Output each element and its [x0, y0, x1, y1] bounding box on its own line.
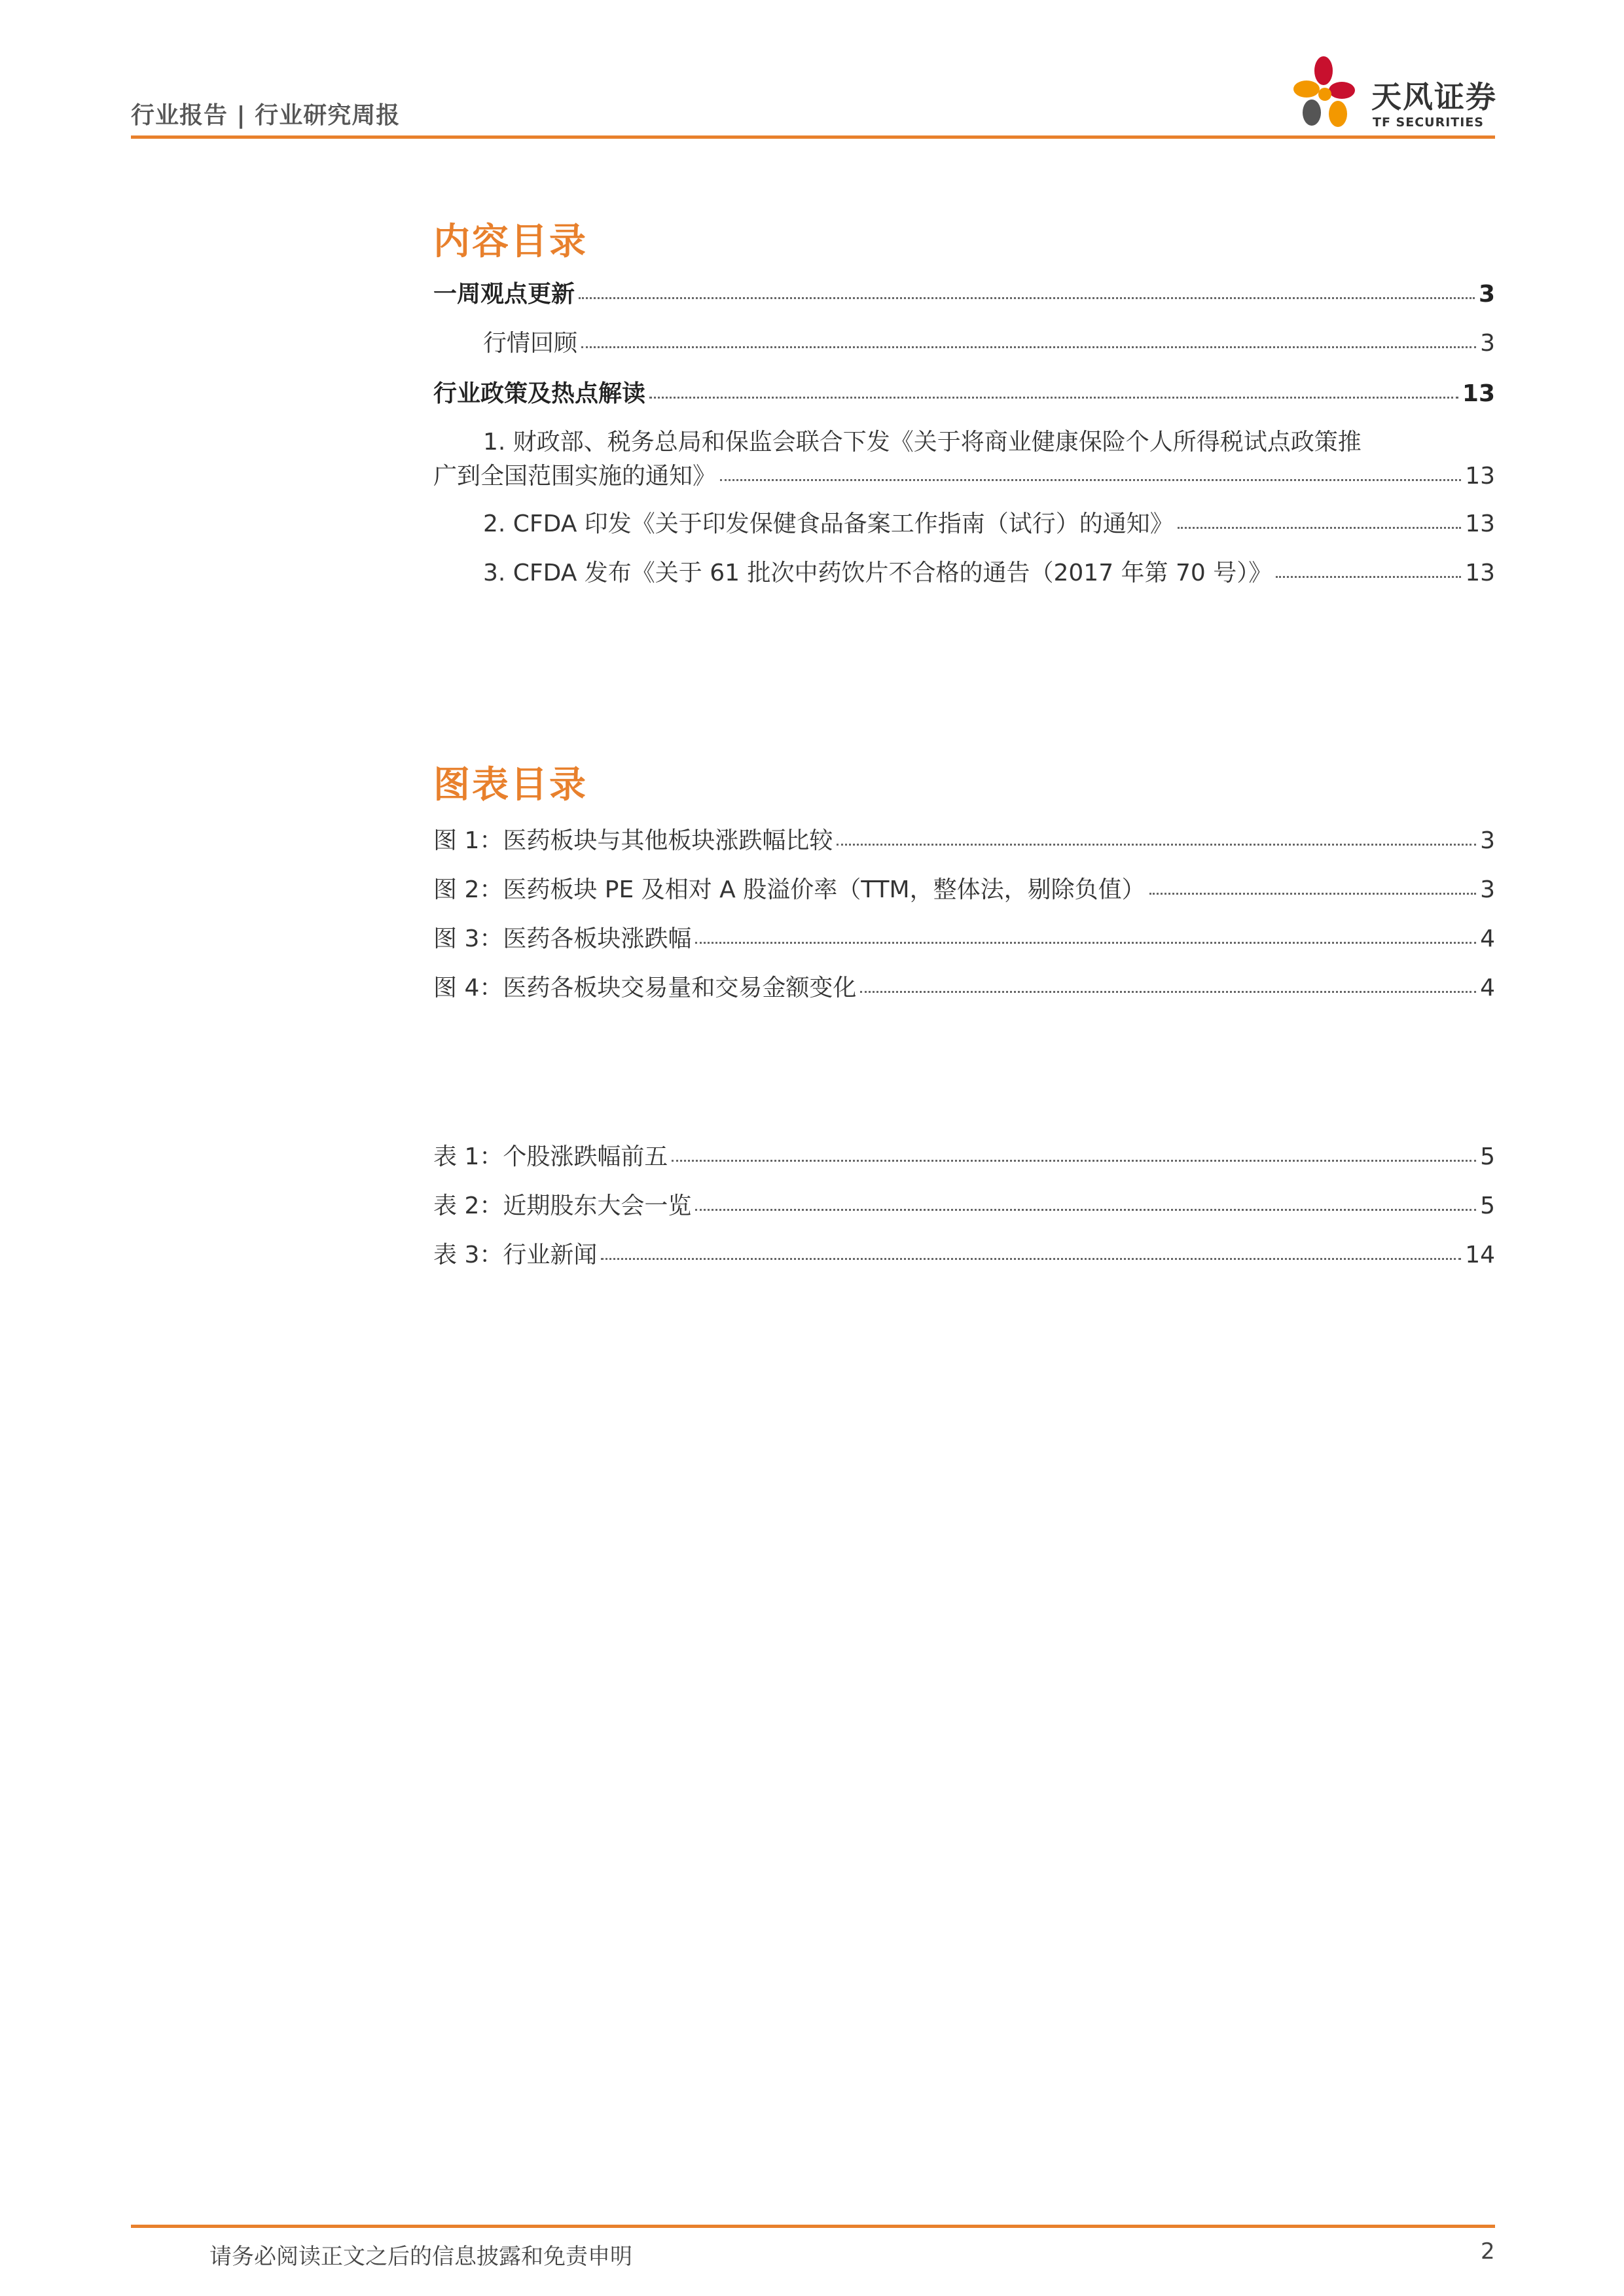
table-entry[interactable]: [433, 1241, 1495, 1270]
table-entry-page: 5: [1480, 1193, 1495, 1219]
tf-flower-logo-icon: [1283, 52, 1368, 137]
logo-english-name: TF SECURITIES: [1373, 115, 1484, 130]
dot-leader: [695, 941, 1476, 944]
table-entry-text: 表 3：行业新闻: [433, 1242, 598, 1268]
table-entry[interactable]: [433, 1192, 1495, 1221]
toc-entry[interactable]: [433, 462, 1495, 491]
toc-entry-page: 13: [1465, 511, 1495, 537]
dot-leader: [1276, 575, 1461, 578]
table-entry-page: 14: [1465, 1242, 1495, 1268]
figure-entry-page: 4: [1480, 925, 1495, 952]
figure-entry[interactable]: [433, 827, 1495, 855]
footer-divider: [131, 2225, 1495, 2228]
toc-entry[interactable]: [483, 329, 1495, 358]
figure-entry-text: 图 2：医药板块 PE 及相对 A 股溢价率（TTM，整体法，剔除负值）: [433, 876, 1146, 903]
toc-entry[interactable]: [483, 510, 1495, 539]
dot-leader: [601, 1257, 1461, 1260]
toc-entry[interactable]: [433, 280, 1495, 309]
dot-leader: [579, 296, 1475, 299]
report-type-header: 行业报告 | 行业研究周报: [131, 102, 401, 129]
figures-title: 图表目录: [433, 764, 588, 806]
figure-entry-text: 图 4：医药各板块交易量和交易金额变化: [433, 975, 857, 1001]
dot-leader: [1149, 891, 1476, 895]
logo-chinese-name: 天风证券: [1371, 79, 1497, 115]
toc-entry-page: 13: [1465, 463, 1495, 490]
dot-leader: [1178, 526, 1461, 529]
table-entry-page: 5: [1480, 1143, 1495, 1170]
figure-entry-page: 3: [1480, 876, 1495, 903]
toc-entry-text: 一周观点更新: [433, 281, 575, 308]
dot-leader: [860, 990, 1476, 993]
toc-entry-text: 2. CFDA 印发《关于印发保健食品备案工作指南（试行）的通知》: [483, 511, 1174, 537]
figure-entry[interactable]: [433, 876, 1495, 905]
toc-entry-page: 3: [1480, 330, 1495, 357]
table-entry[interactable]: [433, 1143, 1495, 1172]
toc-entry[interactable]: [483, 559, 1495, 588]
toc-entry-text: 行情回顾: [483, 330, 578, 357]
table-entry-text: 表 2：近期股东大会一览: [433, 1193, 692, 1219]
dot-leader: [720, 478, 1461, 481]
figure-entry-page: 3: [1480, 827, 1495, 854]
table-entry-text: 表 1：个股涨跌幅前五: [433, 1143, 668, 1170]
contents-title: 内容目录: [433, 221, 588, 263]
figure-entry-page: 4: [1480, 975, 1495, 1001]
dot-leader: [649, 395, 1458, 399]
footer-disclaimer: 请务必阅读正文之后的信息披露和免责申明: [209, 2244, 632, 2270]
toc-entry-text: 3. CFDA 发布《关于 61 批次中药饮片不合格的通告（2017 年第 70 号）》: [483, 560, 1272, 586]
figure-entry[interactable]: [433, 925, 1495, 954]
figure-entry-text: 图 3：医药各板块涨跌幅: [433, 925, 692, 952]
toc-entry-text: 行业政策及热点解读: [433, 380, 646, 407]
toc-entry-page: 3: [1478, 281, 1495, 308]
figure-entry-text: 图 1：医药板块与其他板块涨跌幅比较: [433, 827, 833, 854]
dot-leader: [837, 842, 1476, 846]
toc-entry-page: 13: [1462, 380, 1495, 407]
dot-leader: [672, 1158, 1476, 1162]
dot-leader: [695, 1208, 1476, 1211]
page-number: 2: [1481, 2238, 1495, 2265]
toc-entry-page: 13: [1465, 560, 1495, 586]
figure-entry[interactable]: [433, 974, 1495, 1003]
dot-leader: [581, 345, 1476, 348]
toc-entry-text-line1[interactable]: 1. 财政部、税务总局和保监会联合下发《关于将商业健康保险个人所得税试点政策推: [483, 429, 1362, 456]
toc-entry[interactable]: [433, 380, 1495, 408]
tf-securities-logo: [1283, 52, 1499, 137]
toc-entry-text-line2: 广到全国范围实施的通知》: [433, 463, 717, 490]
